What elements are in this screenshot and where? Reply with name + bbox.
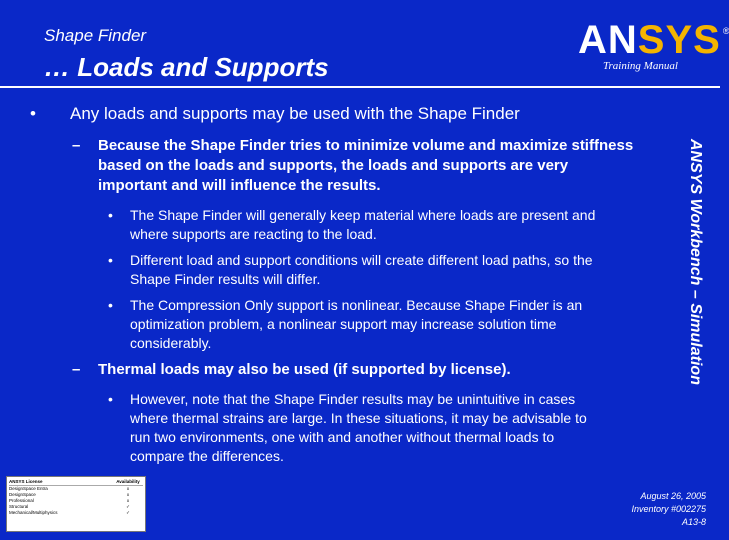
license-table-header	[9, 479, 143, 486]
logo-registered-mark: ®	[722, 26, 729, 36]
footer-inventory: Inventory #002275	[631, 504, 706, 514]
license-availability: ✓	[126, 504, 130, 509]
bullet-dot-icon: •	[30, 104, 36, 123]
training-manual-label: Training Manual	[603, 60, 678, 72]
bullet-level2	[72, 136, 668, 196]
side-banner-text: ANSYS Workbench – Simulation	[687, 139, 704, 385]
license-col-header: ANSYS License	[9, 479, 43, 484]
availability-col-header: Availability	[116, 479, 140, 484]
license-availability: ✓	[126, 510, 130, 515]
bullet-level3	[108, 251, 668, 289]
bullet-dot-icon: •	[108, 391, 113, 407]
bullet-dot-icon: •	[108, 207, 113, 223]
license-name: DesignSpace Entra	[9, 486, 48, 491]
slide-content	[28, 104, 668, 473]
header-divider	[0, 86, 720, 88]
bullet-text: Any loads and supports may be used with the Shape Finder	[70, 104, 520, 123]
license-availability: x	[126, 486, 130, 491]
bullet-text: Because the Shape Finder tries to minimize volume and maximize stiffness based on the loads and supports, the loads and supports are very important and will influence the results.	[98, 137, 634, 194]
bullet-text: The Shape Finder will generally keep material where loads are present and where supports are reacting to the load.	[130, 207, 596, 242]
bullet-dot-icon: •	[108, 252, 113, 268]
footer-page-number: A13-8	[681, 517, 706, 527]
license-availability: x	[126, 498, 130, 503]
license-availability: x	[126, 492, 130, 497]
bullet-text: Thermal loads may also be used (if supported by license).	[98, 361, 511, 378]
section-title: Shape Finder	[44, 26, 147, 45]
license-name: Professional	[9, 498, 34, 503]
bullet-level1	[28, 104, 668, 124]
bullet-dot-icon: •	[108, 297, 113, 313]
bullet-level3	[108, 296, 668, 353]
bullet-text: Different load and support conditions will create different load paths, so the Shape Finder results will differ.	[130, 252, 593, 287]
dash-icon: –	[72, 137, 81, 154]
bullet-level3	[108, 390, 668, 466]
dash-icon: –	[72, 361, 81, 378]
footer-date: August 26, 2005	[640, 491, 706, 501]
ansys-logo	[578, 18, 729, 63]
page-title: … Loads and Supports	[44, 52, 329, 82]
license-name: DesignSpace	[9, 492, 36, 497]
license-name: Mechanical/Multiphysics	[9, 510, 58, 515]
side-banner	[680, 112, 710, 412]
license-name: Structural	[9, 504, 29, 509]
bullet-text: The Compression Only support is nonlinear. Because Shape Finder is an optimization problem, a nonlinear support may increase solution time considerably.	[130, 297, 583, 351]
logo-an: AN	[578, 18, 638, 62]
bullet-level3	[108, 206, 668, 244]
logo-sys: SYS	[637, 18, 721, 62]
bullet-text: However, note that the Shape Finder results may be unintuitive in cases where thermal strains are large. In these situations, it may be advisable to run two environments, one with and another without thermal loads to compare the differences.	[130, 391, 587, 464]
slide-footer	[631, 490, 706, 529]
license-row	[9, 510, 143, 516]
license-table	[6, 476, 146, 532]
bullet-level2	[72, 360, 668, 380]
